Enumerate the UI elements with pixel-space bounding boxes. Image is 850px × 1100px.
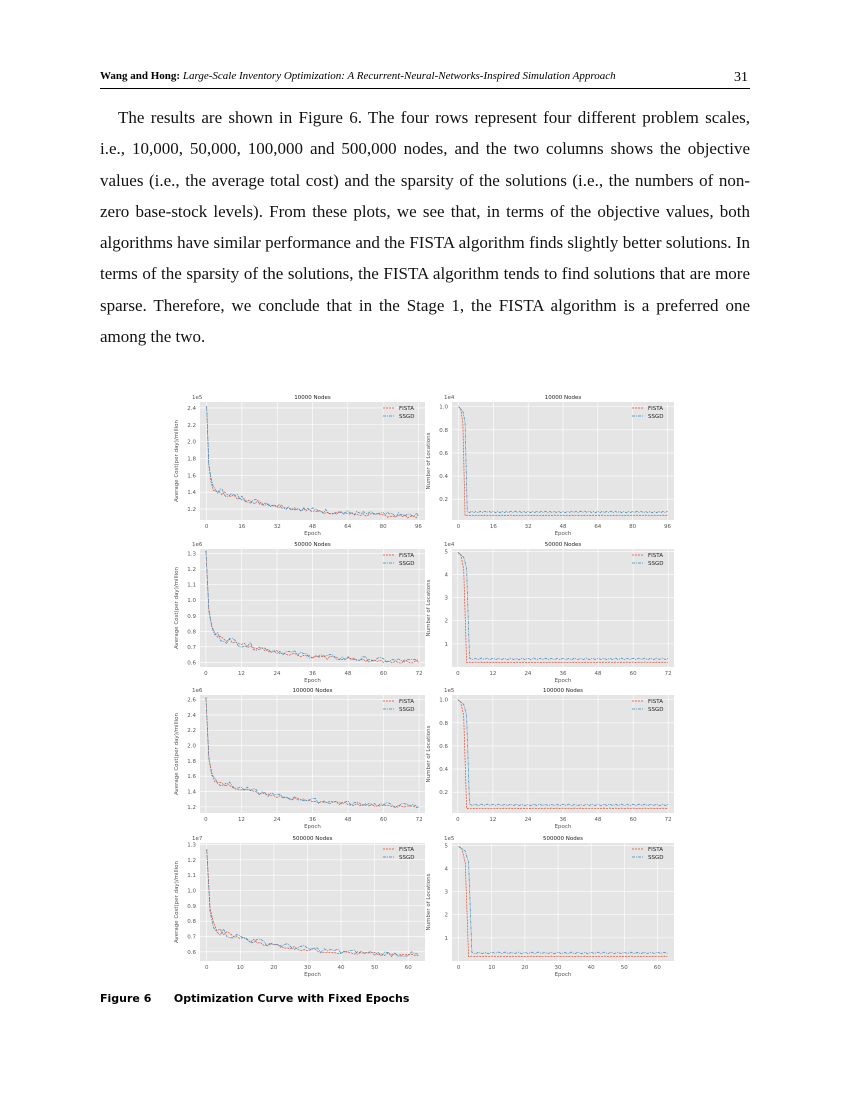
y-tick-label: 1.2 — [187, 567, 196, 574]
y-axis-label: Number of Locations — [426, 873, 432, 931]
y-tick-label: 2.2 — [187, 728, 196, 735]
x-tick-label: 32 — [273, 524, 281, 530]
legend-label: SSGD — [648, 707, 664, 713]
x-tick-label: 0 — [456, 817, 460, 823]
x-tick-label: 16 — [238, 524, 246, 530]
y-tick-label: 0.2 — [439, 790, 448, 797]
x-tick-label: 40 — [587, 965, 595, 971]
y-tick-label: 0.8 — [439, 427, 448, 434]
chart-title: 50000 Nodes — [544, 542, 582, 548]
y-tick-label: 1.0 — [187, 598, 196, 605]
y-tick-label: 1.3 — [187, 551, 196, 558]
x-tick-label: 0 — [204, 817, 208, 823]
y-tick-label: 1.1 — [187, 582, 196, 589]
x-tick-label: 72 — [415, 671, 423, 677]
x-tick-label: 48 — [309, 524, 316, 530]
x-tick-label: 80 — [629, 524, 637, 530]
y-tick-label: 4 — [444, 572, 448, 579]
legend-label: SSGD — [399, 414, 415, 420]
x-tick-label: 24 — [524, 671, 532, 677]
legend-label: FISTA — [648, 406, 663, 412]
x-tick-label: 60 — [653, 965, 661, 971]
y-tick-label: 1.2 — [187, 507, 196, 514]
x-tick-label: 48 — [344, 671, 352, 677]
y-axis-label: Average Cost(per day)/million — [174, 860, 180, 944]
chart-title: 10000 Nodes — [544, 395, 582, 401]
x-tick-label: 60 — [629, 817, 637, 823]
legend-label: FISTA — [399, 406, 414, 412]
y-axis-label: Average Cost(per day)/million — [174, 419, 180, 503]
x-axis-label: Epoch — [304, 824, 321, 830]
plot-area — [200, 843, 425, 961]
x-tick-label: 50 — [371, 965, 379, 971]
y-tick-label: 0.7 — [187, 644, 196, 651]
y-axis-label: Number of Locations — [426, 579, 432, 637]
y-tick-label: 1.3 — [187, 842, 196, 849]
x-tick-label: 72 — [664, 817, 672, 823]
x-tick-label: 40 — [337, 965, 345, 971]
axis-multiplier: 1e5 — [192, 395, 203, 401]
y-tick-label: 0.2 — [439, 497, 448, 504]
y-tick-label: 4 — [444, 866, 448, 873]
y-tick-label: 3 — [444, 889, 448, 896]
y-axis-label: Number of Locations — [426, 432, 432, 490]
y-tick-label: 5 — [444, 843, 448, 850]
x-axis-label: Epoch — [304, 972, 321, 978]
x-tick-label: 20 — [270, 965, 278, 971]
axis-multiplier: 1e4 — [444, 395, 455, 401]
y-tick-label: 2.0 — [187, 439, 196, 446]
chart-title: 10000 Nodes — [294, 395, 331, 401]
y-tick-label: 1 — [444, 641, 448, 648]
y-tick-label: 1.4 — [187, 490, 196, 497]
chart-panel — [426, 836, 674, 978]
y-tick-label: 0.4 — [439, 767, 448, 774]
y-tick-label: 0.7 — [187, 934, 196, 941]
x-tick-label: 30 — [554, 965, 562, 971]
chart-title: 100000 Nodes — [543, 688, 583, 694]
x-tick-label: 72 — [415, 817, 423, 823]
figure-caption-label: Figure 6 — [100, 992, 152, 1005]
legend-label: FISTA — [648, 699, 663, 705]
x-tick-label: 0 — [204, 524, 209, 530]
x-tick-label: 12 — [489, 671, 497, 677]
x-tick-label: 30 — [303, 965, 311, 971]
y-tick-label: 0.6 — [439, 450, 448, 457]
chart-panel — [174, 542, 425, 684]
legend-label: SSGD — [399, 855, 415, 861]
x-tick-label: 48 — [559, 524, 567, 530]
running-head-title: Large-Scale Inventory Optimization: A Recurrent-Neural-Networks-Inspired Simulation Approach — [182, 70, 616, 82]
chart-panel — [174, 836, 425, 978]
y-tick-label: 0.8 — [439, 720, 448, 727]
axis-multiplier: 1e7 — [192, 836, 203, 842]
legend-label: SSGD — [399, 707, 415, 713]
x-tick-label: 36 — [559, 671, 567, 677]
x-tick-label: 0 — [204, 965, 209, 971]
legend-label: FISTA — [648, 553, 663, 559]
plot-area — [452, 843, 674, 961]
y-tick-label: 0.4 — [439, 474, 448, 481]
x-tick-label: 24 — [524, 817, 532, 823]
legend-label: FISTA — [399, 553, 414, 559]
y-tick-label: 1.1 — [187, 873, 196, 880]
x-tick-label: 24 — [273, 817, 281, 823]
y-tick-label: 2 — [444, 912, 448, 919]
x-tick-label: 48 — [344, 817, 352, 823]
y-tick-label: 2.0 — [187, 743, 196, 750]
y-tick-label: 1.6 — [187, 774, 196, 781]
axis-multiplier: 1e4 — [444, 542, 455, 548]
x-tick-label: 60 — [404, 965, 412, 971]
legend-label: SSGD — [648, 414, 664, 420]
x-tick-label: 50 — [620, 965, 628, 971]
x-tick-label: 60 — [380, 817, 388, 823]
y-tick-label: 1.2 — [187, 804, 196, 811]
axis-multiplier: 1e5 — [444, 836, 455, 842]
y-tick-label: 5 — [444, 549, 448, 556]
chart-panel — [174, 395, 425, 537]
legend-label: SSGD — [399, 561, 415, 567]
x-tick-label: 12 — [489, 817, 497, 823]
chart-title: 100000 Nodes — [292, 688, 333, 694]
body-paragraph: The results are shown in Figure 6. The four rows represent four different problem scales, i.e., 10,000, 50,000, 100,000 and 500,000 nodes, and the two columns shows the objective values (i.e., the average total cost) and the sparsity of the solutions (i.e., the numbers of non-zero base-stock levels). From these plots, we see that, in terms of the objective values, both algorithms have similar performance and the FISTA algorithm finds slightly better solutions. In terms of the sparsity of the solutions, the FISTA algorithm tends to find solutions that are more sparse. Therefore, we conclude that in the Stage 1, the FISTA algorithm is a preferred one among the two. — [100, 108, 750, 347]
x-tick-label: 10 — [488, 965, 496, 971]
y-axis-label: Average Cost(per day)/million — [174, 712, 180, 796]
y-tick-label: 1.6 — [187, 473, 196, 480]
x-tick-label: 0 — [456, 524, 461, 530]
figure-caption — [100, 992, 409, 1005]
chart-title: 500000 Nodes — [543, 836, 583, 842]
y-tick-label: 1.0 — [187, 888, 196, 895]
x-axis-label: Epoch — [554, 531, 572, 537]
y-axis-label: Number of Locations — [426, 725, 432, 783]
chart-title: 500000 Nodes — [292, 836, 333, 842]
x-tick-label: 36 — [559, 817, 567, 823]
x-axis-label: Epoch — [304, 531, 321, 537]
x-tick-label: 60 — [629, 671, 637, 677]
y-tick-label: 1.0 — [439, 697, 448, 704]
y-tick-label: 0.9 — [187, 613, 196, 620]
y-tick-label: 1.2 — [187, 857, 196, 864]
x-tick-label: 36 — [309, 817, 316, 823]
y-tick-label: 3 — [444, 595, 448, 602]
x-tick-label: 48 — [594, 817, 602, 823]
x-axis-label: Epoch — [554, 972, 572, 978]
x-tick-label: 16 — [489, 524, 497, 530]
y-tick-label: 0.9 — [187, 903, 196, 910]
x-tick-label: 0 — [456, 671, 460, 677]
axis-multiplier: 1e5 — [444, 688, 455, 694]
y-tick-label: 2.6 — [187, 697, 196, 704]
y-tick-label: 1.8 — [187, 456, 196, 463]
page-number: 31 — [734, 70, 748, 85]
x-axis-label: Epoch — [304, 678, 321, 684]
y-tick-label: 0.6 — [187, 949, 196, 956]
x-tick-label: 96 — [663, 524, 671, 530]
x-tick-label: 72 — [664, 671, 672, 677]
y-tick-label: 1 — [444, 935, 448, 942]
legend-label: FISTA — [399, 847, 414, 853]
axis-multiplier: 1e6 — [192, 688, 203, 694]
chart-panel — [426, 395, 674, 537]
x-tick-label: 0 — [456, 965, 461, 971]
y-tick-label: 0.6 — [187, 660, 196, 667]
y-tick-label: 1.8 — [187, 758, 196, 765]
chart-title: 50000 Nodes — [294, 542, 331, 548]
y-tick-label: 2.4 — [187, 405, 196, 412]
figure-caption-text: Optimization Curve with Fixed Epochs — [173, 992, 410, 1005]
legend-label: FISTA — [648, 847, 663, 853]
x-tick-label: 0 — [204, 671, 208, 677]
y-tick-label: 2.2 — [187, 422, 196, 429]
y-tick-label: 0.8 — [187, 919, 196, 926]
x-tick-label: 20 — [521, 965, 529, 971]
x-axis-label: Epoch — [554, 678, 572, 684]
x-tick-label: 10 — [236, 965, 244, 971]
x-axis-label: Epoch — [554, 824, 572, 830]
running-head-authors: Wang and Hong: — [100, 70, 181, 82]
chart-panel — [426, 542, 674, 684]
x-tick-label: 24 — [273, 671, 281, 677]
x-tick-label: 64 — [594, 524, 602, 530]
legend-label: FISTA — [399, 699, 414, 705]
x-tick-label: 80 — [379, 524, 387, 530]
y-tick-label: 2 — [444, 618, 448, 625]
x-tick-label: 96 — [414, 524, 422, 530]
x-tick-label: 12 — [237, 671, 245, 677]
x-tick-label: 12 — [237, 817, 245, 823]
y-tick-label: 1.0 — [439, 404, 448, 411]
axis-multiplier: 1e6 — [192, 542, 203, 548]
legend-label: SSGD — [648, 855, 664, 861]
x-tick-label: 32 — [524, 524, 532, 530]
legend-label: SSGD — [648, 561, 664, 567]
x-tick-label: 48 — [594, 671, 602, 677]
y-tick-label: 0.6 — [439, 743, 448, 750]
y-tick-label: 1.4 — [187, 789, 196, 796]
y-tick-label: 0.8 — [187, 629, 196, 636]
y-axis-label: Average Cost(per day)/million — [174, 566, 180, 650]
x-tick-label: 60 — [380, 671, 388, 677]
chart-panel — [174, 688, 425, 830]
x-tick-label: 64 — [344, 524, 352, 530]
x-tick-label: 36 — [309, 671, 316, 677]
y-tick-label: 2.4 — [187, 712, 196, 719]
chart-panel — [426, 688, 674, 830]
